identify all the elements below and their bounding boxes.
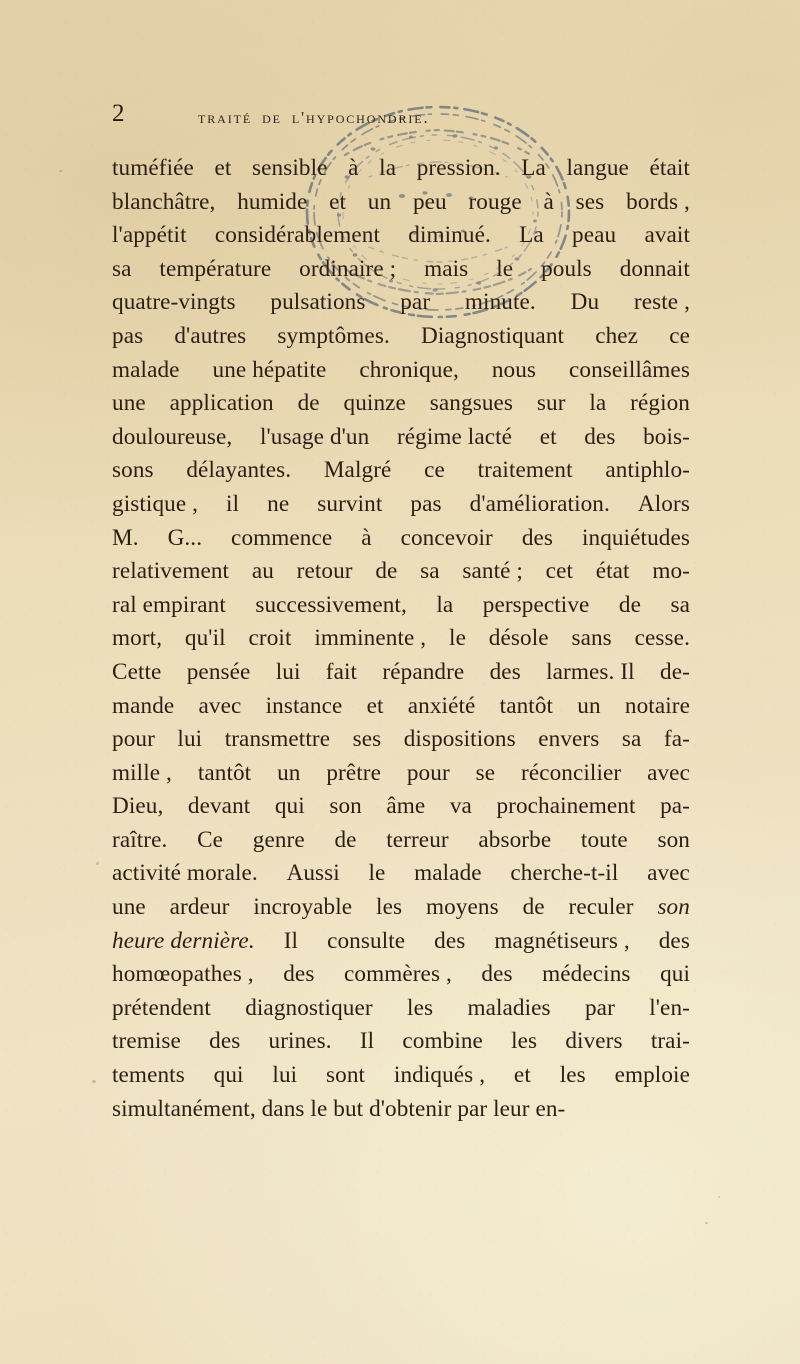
- text-line: [112, 723, 690, 757]
- word: M.: [112, 524, 139, 551]
- word: ne: [267, 490, 290, 517]
- word: sur: [536, 390, 566, 417]
- word: avec: [647, 759, 690, 786]
- page-number: 2: [112, 100, 125, 127]
- word: répandre: [382, 658, 465, 685]
- word: croit: [248, 625, 292, 652]
- word: Diagnostiquant: [420, 322, 565, 349]
- text-line: [112, 992, 690, 1026]
- word: dispositions: [403, 726, 516, 753]
- text-line: [112, 488, 690, 522]
- word: fa-: [663, 726, 690, 753]
- word: pression.: [416, 155, 501, 181]
- running-head-row: [112, 100, 690, 140]
- word: maladies: [467, 994, 551, 1021]
- word: symptômes.: [277, 322, 390, 349]
- word: de-: [660, 658, 690, 685]
- word: tements: [112, 1062, 185, 1089]
- word: quatre-vingts: [112, 289, 236, 316]
- word: les: [511, 1028, 538, 1055]
- word: la: [436, 591, 454, 618]
- word: retour: [296, 558, 353, 585]
- body-text-lines: [112, 152, 690, 1126]
- text-line: [112, 421, 690, 455]
- word: sont: [326, 1062, 366, 1089]
- word: région: [630, 390, 690, 417]
- word: des: [481, 961, 513, 988]
- word: consulte: [327, 927, 406, 954]
- word: pour: [406, 759, 450, 786]
- word: sa: [670, 591, 690, 618]
- word: sa: [621, 726, 642, 753]
- word: et: [513, 1062, 531, 1089]
- word: Du: [570, 289, 600, 316]
- word: simultanément, dans le but d'obtenir par leur en-: [112, 1095, 566, 1122]
- word: sans: [571, 625, 612, 652]
- paper-speck: [59, 170, 62, 172]
- word: de: [375, 558, 398, 585]
- word: traitement: [477, 457, 573, 484]
- word: survint: [317, 490, 383, 517]
- word: Ce: [197, 826, 224, 853]
- word: de: [618, 591, 641, 618]
- word: des: [283, 961, 315, 988]
- page-text-block: [112, 100, 690, 1126]
- word: un: [577, 692, 601, 719]
- word: tantôt: [499, 692, 554, 719]
- word: par: [400, 289, 431, 316]
- word: instance: [265, 692, 343, 719]
- word: devant: [187, 793, 251, 820]
- word: ses: [575, 188, 605, 215]
- word: peu: [412, 188, 447, 215]
- word: une: [112, 390, 146, 417]
- word: santé ;: [462, 558, 523, 585]
- word: des: [209, 1028, 241, 1055]
- word: La: [519, 222, 544, 249]
- word: régime lacté: [396, 423, 513, 450]
- text-line: [112, 219, 690, 253]
- word: indiqués ,: [393, 1062, 486, 1089]
- word: et: [214, 155, 232, 181]
- text-line: [112, 186, 690, 220]
- word: qui: [274, 793, 305, 820]
- text-line: [112, 454, 690, 488]
- word: concevoir: [400, 524, 493, 551]
- word: des: [434, 927, 466, 954]
- text-line: [112, 824, 690, 858]
- word: emploie: [614, 1062, 690, 1089]
- word: Il: [359, 1028, 375, 1055]
- text-line: [112, 354, 690, 388]
- word: sa: [420, 558, 440, 585]
- word: mort,: [112, 625, 163, 652]
- word: commence: [231, 524, 333, 551]
- word: l'usage d'un: [259, 423, 370, 450]
- word: lui: [272, 1062, 298, 1089]
- text-line: [112, 958, 690, 992]
- word: Alors: [637, 490, 690, 517]
- word: pa-: [660, 793, 690, 820]
- word: et: [366, 692, 384, 719]
- word: prochainement: [496, 793, 636, 820]
- word: cet: [545, 558, 573, 585]
- word: homœopathes ,: [112, 961, 254, 988]
- word: imminente ,: [314, 625, 427, 652]
- italic-word: heure dernière.: [112, 927, 255, 954]
- word: inquiétudes: [581, 524, 690, 551]
- word: ses: [352, 726, 382, 753]
- word: sensible: [252, 155, 328, 181]
- word: avec: [198, 692, 242, 719]
- word: ce: [424, 457, 445, 484]
- word: ordinaire ;: [299, 255, 397, 282]
- word: les: [407, 994, 434, 1021]
- text-line: [112, 1093, 690, 1127]
- word: avait: [644, 222, 690, 249]
- word: réconcilier: [521, 759, 622, 786]
- word: les: [376, 894, 403, 921]
- word: une: [112, 894, 146, 921]
- word: par: [584, 994, 615, 1021]
- word: son: [329, 793, 362, 820]
- text-line: [112, 589, 690, 623]
- text-line: [112, 891, 690, 925]
- word: reculer: [568, 894, 634, 921]
- word: application: [169, 390, 274, 417]
- word: état: [595, 558, 630, 585]
- word: des: [489, 658, 521, 685]
- word: sangsues: [429, 390, 514, 417]
- text-line: [112, 555, 690, 589]
- word: peau: [572, 222, 617, 249]
- word: mo-: [652, 558, 690, 585]
- word: des: [658, 927, 690, 954]
- word: ce: [669, 322, 690, 349]
- text-line: [112, 622, 690, 656]
- word: trai-: [650, 1028, 690, 1055]
- text-line: [112, 757, 690, 791]
- word: les: [559, 1062, 586, 1089]
- text-line: [112, 320, 690, 354]
- word: bois-: [643, 423, 690, 450]
- text-line: [112, 522, 690, 556]
- word: cherche-t-il: [510, 860, 619, 887]
- paper-speck: [718, 1196, 720, 1198]
- word: Il: [283, 927, 299, 954]
- word: le: [449, 625, 466, 652]
- word: le: [368, 860, 386, 887]
- word: nous: [491, 356, 537, 383]
- word: genre: [252, 826, 305, 853]
- text-line: [112, 925, 690, 959]
- word: langue: [566, 155, 629, 181]
- word: prêtre: [326, 759, 381, 786]
- word: la: [589, 390, 607, 417]
- word: perspective: [482, 591, 590, 618]
- word: lui: [177, 726, 203, 753]
- word: envers: [538, 726, 600, 753]
- word: pouls: [541, 255, 592, 282]
- word: moyens: [425, 894, 499, 921]
- text-line: [112, 656, 690, 690]
- word: tuméfiée: [112, 155, 194, 181]
- word: au: [251, 558, 274, 585]
- word: conseillâmes: [568, 356, 690, 383]
- word: quinze: [343, 390, 406, 417]
- paper-speck: [92, 1080, 96, 1083]
- word: notaire: [624, 692, 690, 719]
- text-line: [112, 253, 690, 287]
- word: médecins: [542, 961, 631, 988]
- word: mille ,: [112, 759, 172, 786]
- word: l'en-: [649, 994, 690, 1021]
- word: larmes. Il: [546, 658, 635, 685]
- word: ral empirant: [112, 591, 226, 618]
- word: tremise: [112, 1028, 181, 1055]
- word: qui: [213, 1062, 244, 1089]
- word: relativement: [112, 558, 230, 585]
- word: température: [159, 255, 272, 282]
- text-line: [112, 152, 690, 186]
- word: rouge: [468, 188, 522, 215]
- word: des: [584, 423, 616, 450]
- word: considérablement: [214, 222, 381, 249]
- text-line: [112, 690, 690, 724]
- word: incroyable: [253, 894, 353, 921]
- word: le: [496, 255, 514, 282]
- text-line: [112, 1025, 690, 1059]
- word: mande: [112, 692, 175, 719]
- word: pas: [112, 322, 144, 349]
- word: absorbe: [478, 826, 552, 853]
- running-head-title: traité de l'hypochondrie.: [198, 108, 430, 127]
- word: blanchâtre,: [112, 188, 216, 215]
- word: lui: [275, 658, 301, 685]
- word: ardeur: [169, 894, 230, 921]
- word: une hépatite: [212, 356, 327, 383]
- word: va: [449, 793, 472, 820]
- word: la: [379, 155, 397, 181]
- word: urines.: [268, 1028, 332, 1055]
- word: âme: [386, 793, 426, 820]
- word: toute: [580, 826, 628, 853]
- text-line: [112, 857, 690, 891]
- word: de: [334, 826, 357, 853]
- word: de: [297, 390, 320, 417]
- word: mais: [424, 255, 469, 282]
- word: malade: [414, 860, 482, 887]
- word: Cette: [112, 658, 162, 685]
- word: divers: [565, 1028, 623, 1055]
- word: à: [543, 188, 554, 215]
- word: d'autres: [174, 322, 247, 349]
- word: minute.: [464, 289, 536, 316]
- word: commères ,: [343, 961, 452, 988]
- text-line: [112, 1059, 690, 1093]
- word: cesse.: [634, 625, 690, 652]
- word: d'amélioration.: [469, 490, 610, 517]
- word: terreur: [386, 826, 449, 853]
- italic-word: son: [657, 894, 690, 921]
- word: humide: [237, 188, 308, 215]
- word: tantôt: [197, 759, 252, 786]
- word: sa: [112, 255, 132, 282]
- word: combine: [402, 1028, 483, 1055]
- text-line: [112, 387, 690, 421]
- word: désole: [488, 625, 549, 652]
- word: de: [522, 894, 545, 921]
- paper-speck: [705, 1222, 708, 1224]
- word: fait: [325, 658, 358, 685]
- word: Malgré: [323, 457, 392, 484]
- word: pour: [112, 726, 155, 753]
- word: G...: [167, 524, 203, 551]
- word: et: [539, 423, 557, 450]
- word: donnait: [619, 255, 690, 282]
- word: à: [361, 524, 372, 551]
- word: gistique ,: [112, 490, 199, 517]
- word: bords ,: [626, 188, 690, 215]
- word: successivement,: [255, 591, 407, 618]
- word: La: [521, 155, 546, 181]
- word: un: [277, 759, 301, 786]
- word: activité morale.: [112, 860, 258, 887]
- word: prétendent: [112, 994, 211, 1021]
- word: Aussi: [286, 860, 340, 887]
- word: douloureuse,: [112, 423, 233, 450]
- word: pas: [410, 490, 442, 517]
- word: et: [329, 188, 347, 215]
- word: pulsations: [270, 289, 366, 316]
- word: pensée: [186, 658, 251, 685]
- word: qui: [660, 961, 690, 988]
- text-line: [112, 286, 690, 320]
- word: chez: [595, 322, 639, 349]
- word: à: [348, 155, 359, 181]
- word: diagnostiquer: [245, 994, 373, 1021]
- word: un: [367, 188, 392, 215]
- word: avec: [647, 860, 690, 887]
- word: sons: [112, 457, 154, 484]
- word: magnétiseurs ,: [494, 927, 630, 954]
- word: était: [649, 155, 690, 181]
- word: Dieu,: [112, 793, 164, 820]
- word: raître.: [112, 826, 168, 853]
- word: reste ,: [633, 289, 690, 316]
- word: transmettre: [224, 726, 331, 753]
- paper-speck: [96, 862, 99, 865]
- word: malade: [112, 356, 180, 383]
- word: délayantes.: [186, 457, 292, 484]
- word: son: [657, 826, 690, 853]
- word: se: [475, 759, 496, 786]
- word: des: [521, 524, 554, 551]
- word: qu'il: [184, 625, 226, 652]
- word: diminué.: [408, 222, 491, 249]
- word: antiphlo-: [605, 457, 690, 484]
- word: anxiété: [407, 692, 476, 719]
- word: chronique,: [359, 356, 459, 383]
- text-line: [112, 790, 690, 824]
- word: l'appétit: [112, 222, 187, 249]
- word: il: [226, 490, 240, 517]
